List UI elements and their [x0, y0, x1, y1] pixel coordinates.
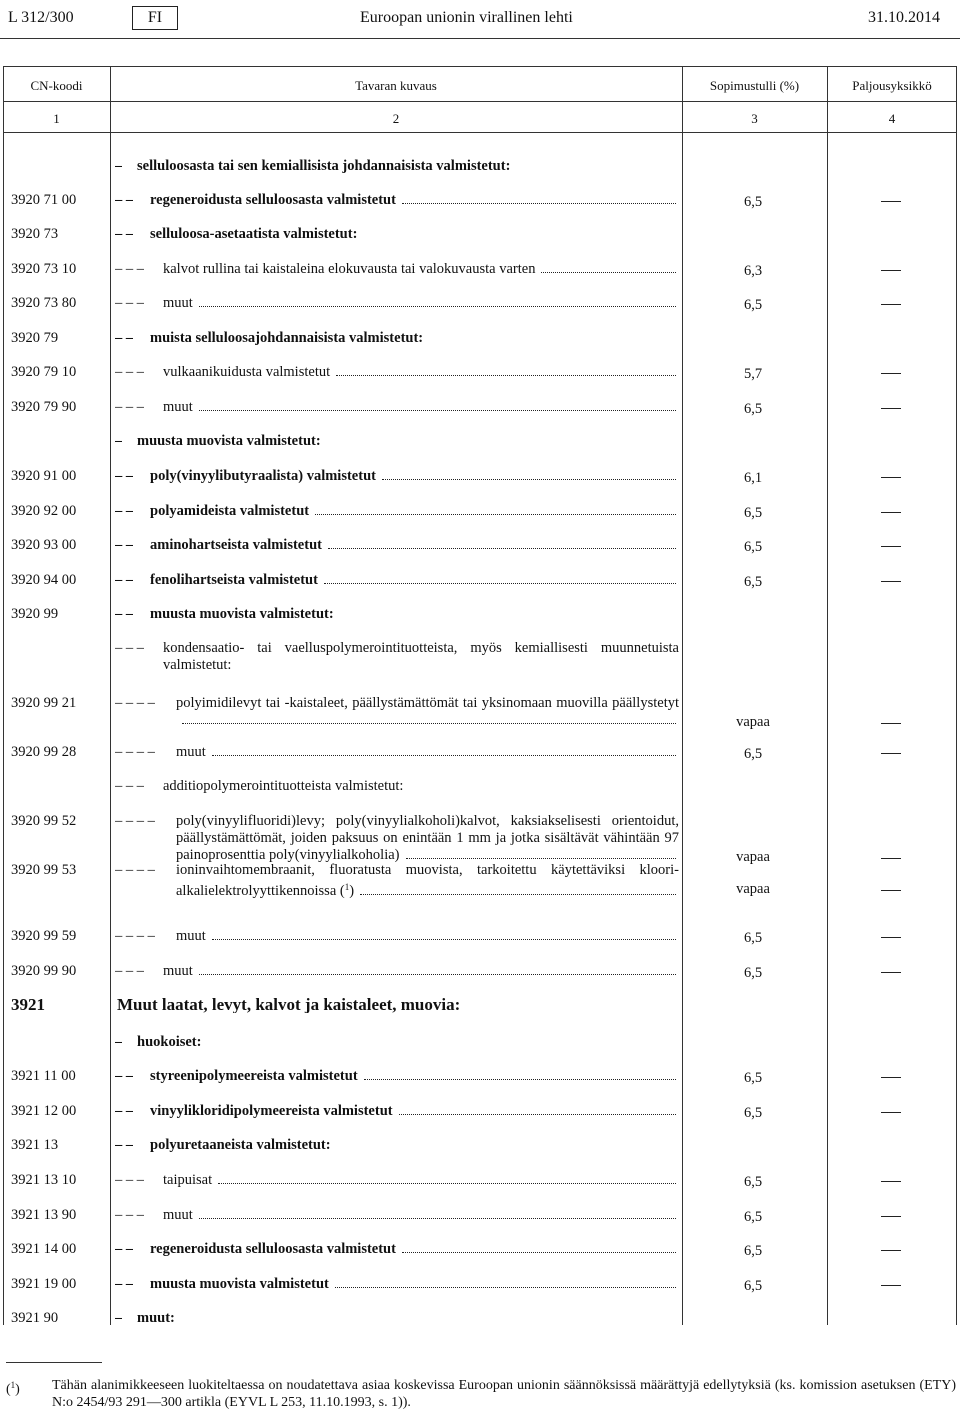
cn-code: 3920 99: [11, 606, 59, 622]
unit-dash: [881, 1181, 901, 1182]
col-border-left: [3, 66, 4, 1325]
duty-rate: 6,5: [743, 194, 763, 210]
goods-description: [150, 330, 679, 347]
goods-description: [176, 695, 679, 729]
goods-description: [176, 862, 679, 900]
unit-dash: [881, 408, 901, 409]
description-text: selluloosa-asetaatista valmistetut:: [150, 226, 358, 242]
indent-dashes: – – –: [115, 1172, 144, 1188]
goods-description: [150, 468, 676, 485]
goods-description: [163, 399, 676, 416]
duty-rate: 6,5: [743, 539, 763, 555]
cn-code: 3920 73 80: [11, 295, 77, 311]
footnote-mark: ($^1$): [6, 1380, 20, 1397]
goods-description: [163, 963, 676, 980]
goods-description: [137, 1310, 679, 1327]
description-text: polyimidilevyt tai -kaistaleet, päällystämättömät tai yksinomaan muovilla päällystetyt: [176, 695, 679, 711]
goods-description: [150, 537, 676, 554]
goods-description: [163, 640, 679, 674]
col-border-3: [827, 66, 828, 1325]
unit-dash: [881, 858, 901, 859]
goods-description: [163, 261, 676, 278]
goods-description: [163, 778, 679, 795]
journal-title: Euroopan unionin virallinen lehti: [360, 9, 573, 26]
language-box: FI: [132, 6, 178, 30]
indent-dashes: – – –: [115, 295, 144, 311]
leader-dots: [328, 547, 676, 549]
goods-description: [163, 1172, 676, 1189]
unit-dash: [881, 1250, 901, 1251]
publication-date: 31.10.2014: [868, 9, 940, 26]
cn-code: 3920 71 00: [11, 192, 77, 208]
goods-description: [137, 1034, 679, 1051]
duty-rate: 5,7: [743, 366, 763, 382]
unit-dash: [881, 270, 901, 271]
footnote-rule: [6, 1362, 102, 1363]
unit-dash: [881, 1216, 901, 1217]
cn-code: 3920 99 21: [11, 695, 77, 711]
duty-rate: 6,5: [743, 1105, 763, 1121]
description-text: muut:: [137, 1310, 175, 1326]
col-border-1: [110, 66, 111, 1325]
goods-description: [163, 1207, 676, 1224]
indent-dashes: – – –: [115, 963, 144, 979]
goods-description: [163, 295, 676, 312]
leader-dots: [399, 1113, 676, 1115]
description-text: styreenipolymeereista valmistetut: [150, 1068, 358, 1084]
indent-dashes: – – – –: [115, 813, 155, 829]
description-text: muut: [176, 744, 206, 760]
col-header-description: Tavaran kuvaus: [355, 78, 437, 93]
leader-dots: [364, 1078, 676, 1080]
leader-dots: [199, 305, 676, 307]
unit-dash: [881, 512, 901, 513]
goods-description: [117, 996, 679, 1013]
unit-dash: [881, 723, 901, 724]
leader-dots: [360, 893, 676, 895]
duty-rate: vapaa: [736, 714, 770, 730]
goods-description: [137, 433, 679, 450]
cn-code: 3920 79: [11, 330, 59, 346]
indent-dashes: – – –: [115, 778, 144, 794]
goods-description: [176, 928, 676, 945]
description-text: polyamideista valmistetut: [150, 503, 310, 519]
goods-description: [150, 1103, 676, 1120]
footnote-reference: ($^1$): [336, 882, 355, 899]
unit-dash: [881, 1112, 901, 1113]
goods-description: [163, 364, 676, 381]
cn-code: 3920 91 00: [11, 468, 77, 484]
unit-dash: [881, 373, 901, 374]
leader-dots: [182, 722, 676, 724]
page-reference: L 312/300: [8, 9, 74, 26]
duty-rate: vapaa: [736, 881, 770, 897]
duty-rate: 6,5: [743, 1209, 763, 1225]
indent-dashes: – –: [115, 1276, 134, 1292]
indent-dashes: – –: [115, 330, 134, 346]
description-text: Muut laatat, levyt, kalvot ja kaistaleet, muovia:: [117, 996, 461, 1013]
unit-dash: [881, 201, 901, 202]
col-number-2: 2: [392, 111, 400, 126]
indent-dashes: –: [115, 433, 123, 449]
duty-rate: 6,5: [743, 297, 763, 313]
unit-dash: [881, 890, 901, 891]
number-row-separator: [3, 132, 957, 133]
leader-dots: [406, 857, 677, 859]
cn-code: 3921 14 00: [11, 1241, 77, 1257]
indent-dashes: – –: [115, 468, 134, 484]
leader-dots: [199, 409, 676, 411]
description-text: huokoiset:: [137, 1034, 202, 1050]
leader-dots: [335, 1286, 676, 1288]
leader-dots: [402, 1251, 676, 1253]
tariff-table: [3, 66, 957, 1325]
description-text: poly(vinyylibutyraalista) valmistetut: [150, 468, 376, 484]
indent-dashes: – –: [115, 503, 134, 519]
description-text: muusta muovista valmistetut:: [137, 433, 321, 449]
indent-dashes: – –: [115, 1103, 134, 1119]
cn-code: 3920 73 10: [11, 261, 77, 277]
cn-code: 3920 79 90: [11, 399, 77, 415]
description-text: ioninvaihtomembraanit, fluoratusta muovista, tarkoitettu käytettäviksi kloori-alkalielektrolyyttikennoissa: [176, 862, 679, 899]
goods-description: [176, 813, 679, 864]
goods-description: [137, 158, 679, 175]
col-number-3: 3: [751, 111, 758, 126]
description-text: muut: [163, 399, 193, 415]
cn-code: 3920 92 00: [11, 503, 77, 519]
cn-code: 3920 99 59: [11, 928, 77, 944]
col-border-2: [682, 66, 683, 1325]
duty-rate: 6,5: [743, 574, 763, 590]
col-header-unit: Paljousyksikkö: [852, 78, 932, 93]
goods-description: [150, 1241, 676, 1258]
description-text: muut: [176, 928, 206, 944]
description-text: regeneroidusta selluloosasta valmistetut: [150, 192, 396, 208]
header-rule: [0, 38, 960, 39]
cn-code: 3921 12 00: [11, 1103, 77, 1119]
cn-code: 3920 79 10: [11, 364, 77, 380]
indent-dashes: – – –: [115, 1207, 144, 1223]
col-number-4: 4: [888, 111, 896, 126]
indent-dashes: – –: [115, 572, 134, 588]
indent-dashes: – – –: [115, 640, 144, 656]
indent-dashes: – – –: [115, 261, 144, 277]
unit-dash: [881, 1077, 901, 1078]
unit-dash: [881, 304, 901, 305]
cn-code: 3921: [11, 995, 45, 1014]
leader-dots: [382, 478, 676, 480]
description-text: vinyylikloridipolymeereista valmistetut: [150, 1103, 393, 1119]
duty-rate: 6,3: [743, 263, 763, 279]
leader-dots: [315, 513, 676, 515]
cn-code: 3920 99 53: [11, 862, 77, 878]
table-top-border: [3, 66, 957, 67]
footnote-text: Tähän alanimikkeeseen luokiteltaessa on noudatettava asiaa koskevissa Euroopan unionin säännöksissä määrättyjä edellytyksiä (ks. komission asetuksen (ETY) N:o 2454/93 291—300 artikla (EYVL L 253, 11.10.1993, s. 1)).: [52, 1378, 956, 1410]
goods-description: [150, 1137, 679, 1154]
description-text: muut: [163, 295, 193, 311]
leader-dots: [212, 754, 676, 756]
duty-rate: 6,5: [743, 505, 763, 521]
description-text: muista selluloosajohdannaisista valmistetut:: [150, 330, 424, 346]
duty-rate: 6,5: [743, 965, 763, 981]
indent-dashes: – –: [115, 606, 134, 622]
indent-dashes: – – – –: [115, 695, 155, 711]
unit-dash: [881, 972, 901, 973]
cn-code: 3921 13 10: [11, 1172, 77, 1188]
description-text: muut: [163, 1207, 193, 1223]
indent-dashes: –: [115, 1310, 123, 1326]
goods-description: [150, 192, 676, 209]
cn-code: 3920 99 28: [11, 744, 77, 760]
leader-dots: [324, 582, 676, 584]
duty-rate: 6,5: [743, 1070, 763, 1086]
unit-dash: [881, 1285, 901, 1286]
cn-code: 3921 19 00: [11, 1276, 77, 1292]
description-text: taipuisat: [163, 1172, 213, 1188]
description-text: vulkaanikuidusta valmistetut: [163, 364, 331, 380]
unit-dash: [881, 546, 901, 547]
indent-dashes: – – – –: [115, 928, 155, 944]
duty-rate: 6,1: [743, 470, 763, 486]
indent-dashes: – –: [115, 192, 134, 208]
goods-description: [150, 226, 679, 243]
duty-rate: 6,5: [743, 1278, 763, 1294]
cn-code: 3920 99 90: [11, 963, 77, 979]
leader-dots: [336, 374, 676, 376]
goods-description: [150, 1068, 676, 1085]
description-text: selluloosasta tai sen kemiallisista johdannaisista valmistetut:: [137, 158, 511, 174]
indent-dashes: – –: [115, 1241, 134, 1257]
goods-description: [150, 503, 676, 520]
cn-code: 3921 13: [11, 1137, 59, 1153]
header-separator: [3, 101, 957, 102]
indent-dashes: – – –: [115, 364, 144, 380]
leader-dots: [541, 271, 676, 273]
description-text: muusta muovista valmistetut:: [150, 606, 334, 622]
indent-dashes: – – – –: [115, 744, 155, 760]
duty-rate: 6,5: [743, 1174, 763, 1190]
cn-code: 3921 13 90: [11, 1207, 77, 1223]
goods-description: [150, 572, 676, 589]
goods-description: [150, 606, 679, 623]
cn-code: 3920 99 52: [11, 813, 77, 829]
unit-dash: [881, 937, 901, 938]
indent-dashes: – – – –: [115, 862, 155, 878]
description-text: additiopolymerointituotteista valmistetut:: [163, 778, 404, 794]
description-text: kondensaatio- tai vaelluspolymerointituotteista, myös kemiallisesti muunnetuista valmistetut:: [163, 640, 679, 673]
indent-dashes: –: [115, 1034, 123, 1050]
description-text: fenolihartseista valmistetut: [150, 572, 318, 588]
duty-rate: 6,5: [743, 746, 763, 762]
description-text: kalvot rullina tai kaistaleina elokuvausta tai valokuvausta varten: [163, 261, 536, 277]
cn-code: 3920 93 00: [11, 537, 77, 553]
description-text: poly(vinyylifluoridi)levy; poly(vinyylialkoholi)kalvot, kaksiakselisesti orientoidut, päällystämättömät, joiden paksuus on enintään 1 mm ja jotka sisältävät vähintään 97 painoprosenttia poly(vinyylialkoholia): [176, 813, 679, 863]
leader-dots: [199, 973, 676, 975]
indent-dashes: – –: [115, 1068, 134, 1084]
unit-dash: [881, 581, 901, 582]
col-header-cn-code: CN-koodi: [30, 78, 83, 93]
indent-dashes: – – –: [115, 399, 144, 415]
goods-description: [150, 1276, 676, 1293]
description-text: regeneroidusta selluloosasta valmistetut: [150, 1241, 396, 1257]
description-text: aminohartseista valmistetut: [150, 537, 322, 553]
description-text: polyuretaaneista valmistetut:: [150, 1137, 331, 1153]
cn-code: 3921 90: [11, 1310, 59, 1326]
leader-dots: [402, 202, 676, 204]
duty-rate: 6,5: [743, 1243, 763, 1259]
unit-dash: [881, 477, 901, 478]
indent-dashes: – –: [115, 1137, 134, 1153]
indent-dashes: –: [115, 158, 123, 174]
indent-dashes: – –: [115, 537, 134, 553]
duty-rate: vapaa: [736, 849, 770, 865]
leader-dots: [199, 1217, 676, 1219]
unit-dash: [881, 753, 901, 754]
page-header: [0, 6, 960, 30]
col-border-right: [956, 66, 957, 1325]
duty-rate: 6,5: [743, 401, 763, 417]
cn-code: 3920 94 00: [11, 572, 77, 588]
leader-dots: [218, 1182, 676, 1184]
col-number-1: 1: [53, 111, 60, 126]
cn-code: 3921 11 00: [11, 1068, 76, 1084]
description-text: muut: [163, 963, 193, 979]
duty-rate: 6,5: [743, 930, 763, 946]
col-header-duty: Sopimustulli (%): [709, 78, 800, 93]
description-text: muusta muovista valmistetut: [150, 1276, 329, 1292]
leader-dots: [212, 938, 676, 940]
indent-dashes: – –: [115, 226, 134, 242]
goods-description: [176, 744, 676, 761]
cn-code: 3920 73: [11, 226, 59, 242]
